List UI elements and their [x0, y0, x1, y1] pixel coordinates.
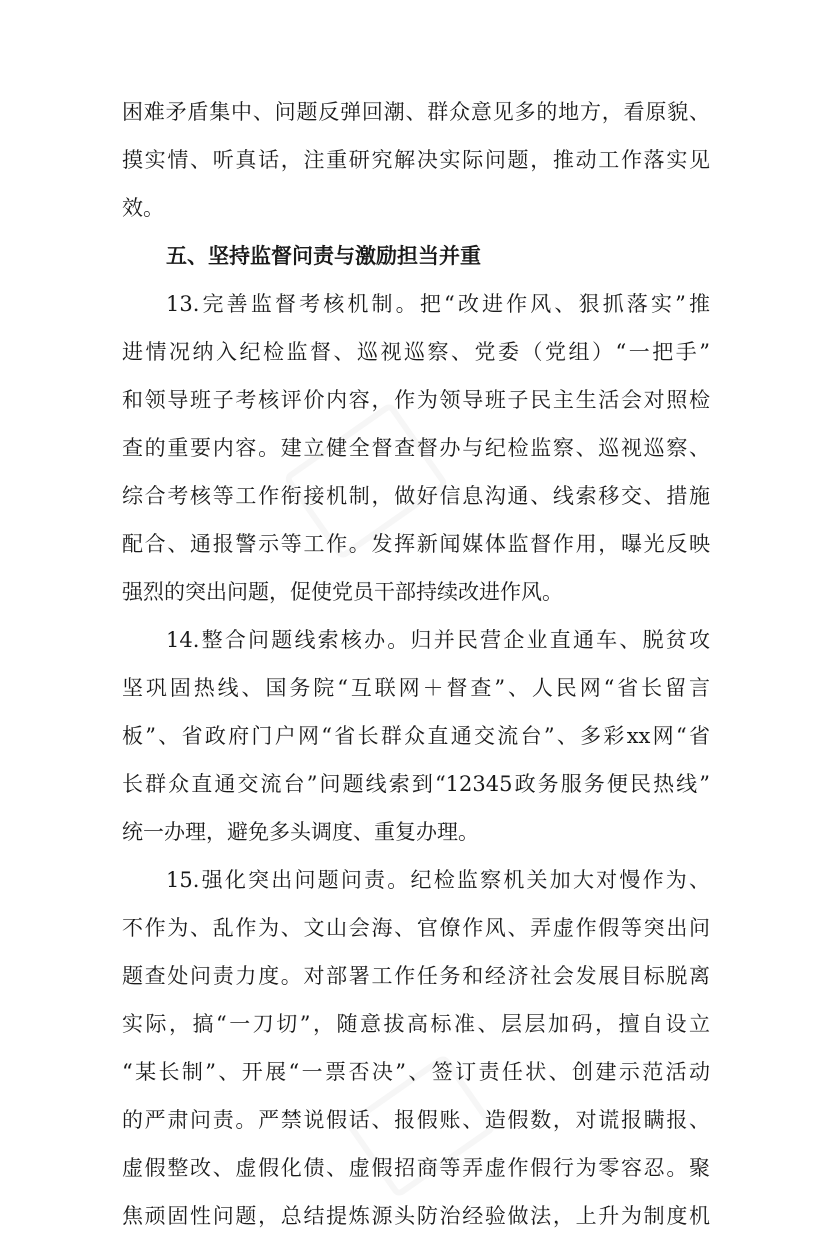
paragraph-start-line: 15.强化突出问题问责。纪检监察机关加大对慢作为、 [166, 868, 710, 892]
text-line: 摸实情、听真话，注重研究解决实际问题，推动工作落实见 [122, 148, 710, 172]
text-line: 长群众直通交流台”问题线索到“12345政务服务便民热线” [122, 772, 710, 796]
paragraph-start-line: 13.完善监督考核机制。把“改进作风、狠抓落实”推 [166, 292, 710, 316]
text-line: 坚巩固热线、国务院“互联网＋督查”、人民网“省长留言 [122, 676, 710, 700]
section-heading: 五、坚持监督问责与激励担当并重 [166, 244, 481, 268]
document-body [122, 88, 710, 1240]
text-line: 板”、省政府门户网“省长群众直通交流台”、多彩xx网“省 [122, 724, 710, 748]
text-line: 效。 [122, 196, 164, 220]
text-line: 实际，搞“一刀切”，随意拔高标准、层层加码，擅自设立 [122, 1012, 710, 1036]
text-line: 焦顽固性问题，总结提炼源头防治经验做法，上升为制度机 [122, 1204, 710, 1228]
text-line: 题查处问责力度。对部署工作任务和经济社会发展目标脱离 [122, 964, 710, 988]
text-line: “某长制”、开展“一票否决”、签订责任状、创建示范活动 [122, 1060, 710, 1084]
text-line: 不作为、乱作为、文山会海、官僚作风、弄虚作假等突出问 [122, 916, 710, 940]
text-line: 进情况纳入纪检监督、巡视巡察、党委（党组）“一把手” [122, 340, 710, 364]
text-line: 虚假整改、虚假化债、虚假招商等弄虚作假行为零容忍。聚 [122, 1156, 710, 1180]
text-line: 强烈的突出问题，促使党员干部持续改进作风。 [122, 580, 563, 604]
text-line: 查的重要内容。建立健全督查督办与纪检监察、巡视巡察、 [122, 436, 710, 460]
text-line: 困难矛盾集中、问题反弹回潮、群众意见多的地方，看原貌、 [122, 100, 710, 124]
text-line: 统一办理，避免多头调度、重复办理。 [122, 820, 479, 844]
paragraph-start-line: 14.整合问题线索核办。归并民营企业直通车、脱贫攻 [166, 628, 710, 652]
text-line: 的严肃问责。严禁说假话、报假账、造假数，对谎报瞒报、 [122, 1108, 710, 1132]
text-line: 综合考核等工作衔接机制，做好信息沟通、线索移交、措施 [122, 484, 710, 508]
text-line: 配合、通报警示等工作。发挥新闻媒体监督作用，曝光反映 [122, 532, 710, 556]
text-line: 和领导班子考核评价内容，作为领导班子民主生活会对照检 [122, 388, 710, 412]
